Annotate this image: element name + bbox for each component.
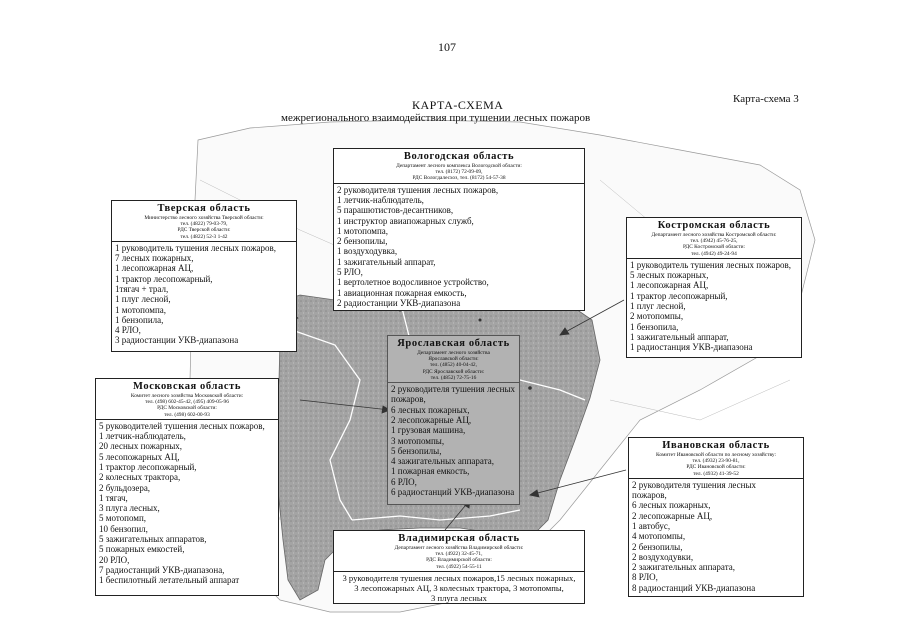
- list-item: 1 летчик-наблюдатель,: [99, 431, 186, 442]
- tver-org-line: тел. (4822) 79-03-79,: [180, 221, 228, 228]
- list-item: 2 лесопожарные АЦ,: [632, 510, 713, 521]
- yaroslavl-org-line: Ярославской области:: [428, 356, 479, 363]
- list-item: 7 лесных пожарных,: [115, 253, 194, 264]
- vladimir-name: Владимирская область: [398, 533, 520, 544]
- list-item: 1 вертолетное водосливное устройство,: [337, 277, 489, 288]
- ivanovo-org-line: тел. (4932) 23-90-81,: [692, 458, 740, 465]
- tver-header: [112, 201, 296, 242]
- list-item: 2 колесных трактора,: [99, 472, 181, 483]
- vladimir-org-line: тел. (4922) 32-45-71,: [435, 551, 483, 558]
- list-item: 2 руководителя тушения лесных пожаров,: [337, 184, 499, 195]
- ivanovo-name: Ивановская область: [662, 440, 770, 451]
- ivanovo-header: [629, 438, 803, 479]
- tver-list: [112, 242, 296, 346]
- list-item: 1 воздуходувка,: [337, 246, 398, 257]
- tver-org-line: РДС Тверской области:: [177, 227, 231, 234]
- list-item: 10 бензопил,: [99, 523, 148, 534]
- moscow-header: [96, 379, 278, 420]
- list-item: 1 руководитель тушения лесных пожаров,: [630, 259, 792, 270]
- yaroslavl-org-line: тел. (4852) 40-04-42,: [430, 362, 477, 369]
- list-item: 1 бензопила,: [115, 314, 164, 325]
- list-item: 1 зажигательный аппарат,: [337, 256, 436, 267]
- list-item: 1 тягач,: [99, 492, 128, 503]
- list-item: 5 парашютистов-десантников,: [337, 205, 454, 216]
- list-item: 1 плуг лесной,: [115, 294, 171, 305]
- moscow-name: Московская область: [132, 381, 242, 392]
- vologda-box: [333, 148, 585, 311]
- list-item: 8 радиостанций УКВ-диапазона: [632, 582, 756, 593]
- list-item: 2 мотопомпы,: [630, 311, 684, 322]
- moscow-org-line: РДС Московской области:: [157, 405, 217, 412]
- list-item: 2 руководителя тушения лесных: [632, 479, 757, 490]
- list-item: 8 РЛО,: [632, 572, 658, 583]
- moscow-box: [95, 378, 279, 596]
- ivanovo-org-line: тел. (4932) 41-39-52: [693, 470, 739, 477]
- page-subtitle: межрегионального взаимодействия при тушении лесных пожаров: [281, 112, 591, 124]
- list-item: 5 мотопомп,: [99, 513, 147, 524]
- yaroslavl-org-line: Департамент лесного хозяйства: [417, 350, 490, 356]
- list-item: 2 зажигательных аппарата,: [632, 562, 735, 573]
- list-item: пожаров,: [632, 490, 667, 501]
- list-item: 2 лесопожарные АЦ,: [391, 414, 472, 425]
- vologda-list: [334, 184, 584, 309]
- list-item: 1 пожарная емкость,: [391, 466, 470, 477]
- list-item: 1 авиационная пожарная емкость,: [337, 287, 467, 298]
- ivanovo-org-line: Комитет Ивановской области по лесному хозяйству:: [656, 452, 776, 458]
- list-item: 1 бензопила,: [630, 321, 679, 332]
- vologda-name: Вологодская область: [403, 151, 515, 162]
- kostroma-list: [627, 259, 801, 353]
- list-item: 1 трактор лесопожарный,: [630, 290, 728, 301]
- moscow-org-line: Комитет лесного хозяйства Московской области:: [130, 393, 244, 399]
- list-item: 1 трактор лесопожарный,: [115, 273, 213, 284]
- list-item: 1 мотопомпа,: [337, 225, 389, 236]
- list-item: 1 грузовая машина,: [391, 425, 466, 436]
- yaroslavl-name: Ярославская область: [397, 338, 510, 349]
- list-item: 3 руководителя тушения лесных пожаров,15 лесных пожарных,: [342, 572, 576, 583]
- page-title: КАРТА-СХЕМА: [412, 98, 504, 112]
- list-item: 5 руководителей тушения лесных пожаров,: [99, 420, 265, 431]
- list-item: 3 радиостанции УКВ-диапазона: [115, 335, 239, 346]
- list-item: 1 автобус,: [632, 521, 671, 531]
- moscow-list: [96, 420, 278, 586]
- list-item: 4 зажигательных аппарата,: [391, 456, 494, 467]
- list-item: 5 зажигательных аппаратов,: [99, 534, 207, 545]
- list-item: 4 РЛО,: [115, 325, 141, 336]
- list-item: 7 радиостанций УКВ-диапазона,: [99, 564, 225, 575]
- vologda-org-line: Департамент лесного комплекса Вологодской области:: [396, 163, 522, 169]
- list-item: 1 инструктор авиапожарных служб,: [337, 215, 474, 226]
- list-item: 2 бензопилы,: [337, 236, 388, 247]
- list-item: 1 беспилотный летательный аппарат: [99, 575, 240, 586]
- vladimir-box: [333, 530, 585, 604]
- kostroma-org-line: РДС Костромской области:: [682, 244, 746, 251]
- list-item: 5 лесопожарных АЦ,: [99, 451, 180, 462]
- kostroma-org-line: Департамент лесного хозяйства Костромской области:: [651, 232, 777, 238]
- list-item: 6 радиостанций УКВ-диапазона: [391, 486, 515, 497]
- list-item: 3 мотопомпы,: [391, 435, 445, 446]
- list-item: 1 зажигательный аппарат,: [630, 331, 729, 342]
- list-item: 1 плуг лесной,: [630, 301, 686, 311]
- tver-org-line: Министерство лесного хозяйства Тверской области:: [144, 215, 264, 221]
- vladimir-org-line: тел. (4922) 54-55-11: [436, 563, 482, 570]
- yaroslavl-org-line: тел. (4852) 72-75-16: [430, 374, 477, 381]
- list-item: 2 воздуходувки,: [632, 551, 694, 562]
- list-item: 20 лесных пожарных,: [99, 441, 182, 452]
- list-item: 1 руководитель тушения лесных пожаров,: [115, 242, 277, 253]
- kostroma-name: Костромская область: [657, 220, 771, 231]
- yaroslavl-box: [387, 335, 520, 505]
- page-number: 107: [438, 40, 456, 54]
- list-item: 1тягач + трал,: [115, 284, 169, 294]
- vladimir-org-line: Департамент лесного хозяйства Владимирской области:: [394, 545, 524, 551]
- kostroma-box: [626, 217, 802, 358]
- scheme-label: Карта-схема 3: [733, 93, 799, 105]
- list-item: 5 пожарных емкостей,: [99, 544, 185, 555]
- list-item: пожаров,: [391, 394, 426, 405]
- list-item: 2 радиостанции УКВ-диапазона: [337, 297, 461, 308]
- vladimir-org-line: РДС Владимирской области:: [426, 557, 492, 564]
- moscow-org-line: тел. (498) 602-45-42, (495) 409-05-96: [145, 399, 229, 406]
- moscow-org-line: тел. (498) 602-00-93: [164, 411, 210, 418]
- list-item: 3 лесопожарных АЦ, 3 колесных трактора, 3 мотопомпы,: [354, 583, 564, 594]
- list-item: 1 летчик-наблюдатель,: [337, 194, 424, 205]
- yaroslavl-org-line: РДС Ярославской области:: [422, 368, 485, 375]
- vladimir-header: [334, 531, 584, 572]
- list-item: 20 РЛО,: [99, 554, 130, 565]
- list-item: 3 плуга лесных,: [99, 503, 160, 514]
- vologda-org-line: тел. (8172) 72-09-09,: [435, 169, 483, 176]
- vologda-org-line: РДС Вологдалесхоз, тел. (8172) 54-57-38: [412, 175, 506, 182]
- list-item: 3 плуга лесных: [431, 593, 487, 604]
- list-item: 2 бензопилы,: [632, 541, 683, 552]
- vladimir-list: [334, 572, 584, 604]
- list-item: 5 бензопилы,: [391, 445, 442, 456]
- list-item: 1 лесопожарная АЦ,: [115, 263, 194, 274]
- list-item: 1 радиостанция УКВ-диапазона: [630, 342, 753, 353]
- list-item: 5 лесных пожарных,: [630, 270, 709, 281]
- kostroma-org-line: тел. (4942) 45-76-25,: [690, 238, 738, 245]
- kostroma-header: [627, 218, 801, 259]
- ivanovo-box: [628, 437, 804, 597]
- list-item: 1 мотопомпа,: [115, 304, 167, 315]
- list-item: 4 мотопомпы,: [632, 531, 686, 542]
- tver-name: Тверская область: [157, 203, 251, 214]
- yaroslavl-list: [388, 383, 519, 497]
- ivanovo-list: [629, 479, 803, 593]
- list-item: 6 лесных пожарных,: [391, 404, 470, 415]
- list-item: 6 РЛО,: [391, 476, 417, 487]
- tver-box: [111, 200, 297, 352]
- list-item: 2 бульдозера,: [99, 482, 151, 493]
- tver-org-line: тел. (4822) 52-3 1-42: [180, 233, 228, 240]
- list-item: 1 лесопожарная АЦ,: [630, 280, 709, 291]
- list-item: 6 лесных пожарных,: [632, 500, 711, 511]
- vologda-header: [334, 149, 584, 184]
- ivanovo-org-line: РДС Ивановской области:: [686, 464, 746, 471]
- list-item: 1 трактор лесопожарный,: [99, 462, 197, 472]
- kostroma-org-line: тел. (4942) 49-24-94: [691, 250, 737, 257]
- yaroslavl-header: [388, 336, 519, 383]
- list-item: 5 РЛО,: [337, 266, 363, 277]
- list-item: 2 руководителя тушения лесных: [391, 384, 516, 395]
